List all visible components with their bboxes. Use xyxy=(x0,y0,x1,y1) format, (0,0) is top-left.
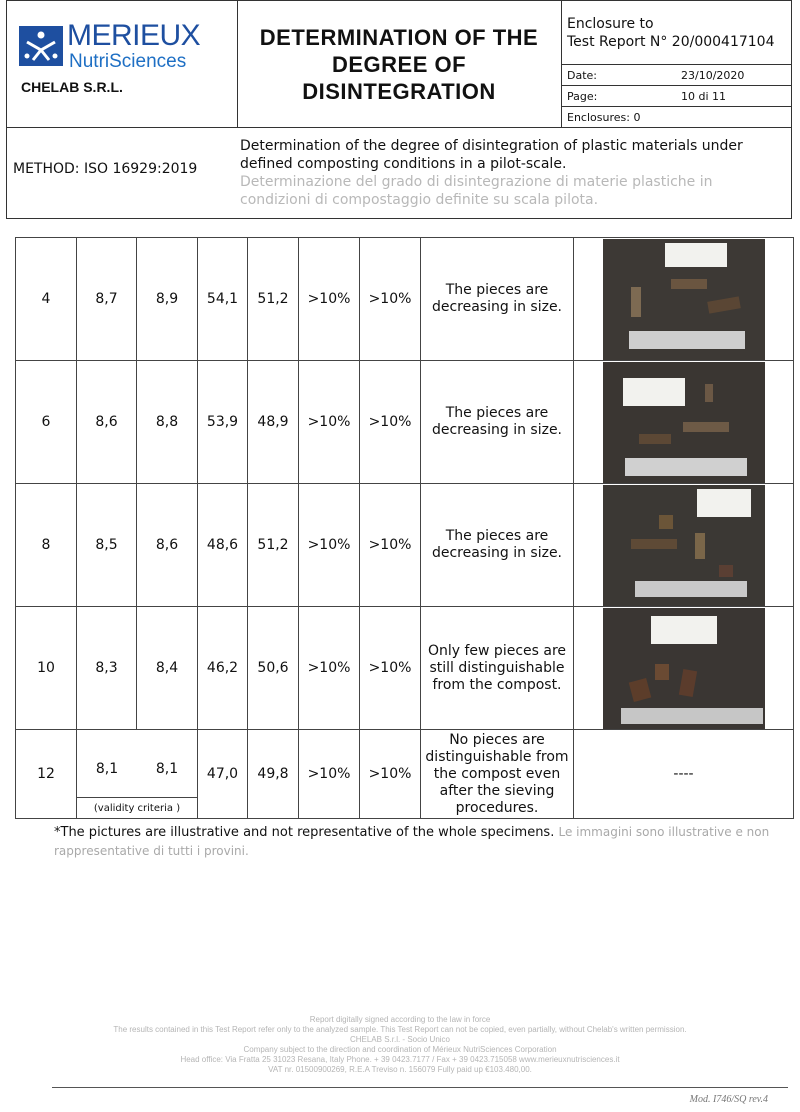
logo-subtitle: NutriSciences xyxy=(69,51,187,72)
value-cell: >10% xyxy=(360,730,421,819)
specimen-photo xyxy=(603,239,765,360)
week-cell: 6 xyxy=(16,361,77,484)
week-cell: 8 xyxy=(16,484,77,607)
value-cell: 51,2 xyxy=(248,484,299,607)
value-cell: 8,6 xyxy=(77,361,137,484)
observation-cell: The pieces are decreasing in size. xyxy=(421,238,574,361)
photo-cell xyxy=(574,361,794,484)
specimen-photo xyxy=(603,485,765,606)
value-cell: 8,5 xyxy=(77,484,137,607)
table-row xyxy=(16,238,794,361)
table-row xyxy=(16,607,794,730)
photo-cell xyxy=(574,607,794,730)
observation-cell: The pieces are decreasing in size. xyxy=(421,484,574,607)
week-cell: 10 xyxy=(16,607,77,730)
document-title-box xyxy=(237,1,562,127)
footnote-italian: Le immagini sono illustrative e non rappresentative di tutti i provini. xyxy=(54,825,770,858)
enclosure-reference xyxy=(567,15,775,51)
results-table xyxy=(15,237,794,819)
footer-line: CHELAB S.r.l. - Socio Unico xyxy=(349,1035,451,1044)
value-cell: 8,3 xyxy=(77,607,137,730)
method-description: Determination of the degree of disintegration of plastic materials under defined composting conditions in a pilot-scale. xyxy=(240,138,743,172)
observation-cell: Only few pieces are still distinguishable from the compost. xyxy=(421,607,574,730)
value-cell: >10% xyxy=(360,607,421,730)
value-cell: 8,1 xyxy=(155,760,179,777)
value-cell: 8,9 xyxy=(137,238,198,361)
value-cell: 8,7 xyxy=(77,238,137,361)
week-cell: 4 xyxy=(16,238,77,361)
value-cell: >10% xyxy=(299,484,360,607)
criteria-group-cell xyxy=(77,730,198,819)
legal-footer xyxy=(40,1015,760,1075)
footer-line: Report digitally signed according to the law in force xyxy=(309,1015,491,1024)
method-box xyxy=(6,127,792,219)
value-cell: 46,2 xyxy=(198,607,248,730)
footer-line: Company subject to the direction and coordination of Mérieux NutriSciences Corporation xyxy=(243,1045,557,1054)
table-row xyxy=(16,361,794,484)
report-info xyxy=(561,1,791,127)
company-logo xyxy=(7,1,238,127)
date-row xyxy=(561,64,791,86)
photo-cell xyxy=(574,238,794,361)
footer-line: VAT nr. 01500900269, R.E.A Treviso n. 156079 Fully paid up €103.480,00. xyxy=(268,1065,532,1074)
value-cell: 48,6 xyxy=(198,484,248,607)
footer-divider xyxy=(52,1087,788,1088)
footer-line: Head office: Via Fratta 25 31023 Resana, Italy Phone. + 39 0423.7177 / Fax + 39 0423.715058 www.merieuxnutrisciences.it xyxy=(180,1055,620,1064)
value-cell: >10% xyxy=(360,238,421,361)
photo-cell xyxy=(574,484,794,607)
value-cell: 48,9 xyxy=(248,361,299,484)
value-cell: >10% xyxy=(299,361,360,484)
value-cell: >10% xyxy=(360,361,421,484)
validity-criteria-label: (validity criteria ) xyxy=(77,797,197,814)
week-cell: 12 xyxy=(16,730,77,819)
value-cell: >10% xyxy=(299,730,360,819)
method-label: METHOD: ISO 16929:2019 xyxy=(13,161,198,177)
value-cell: 47,0 xyxy=(198,730,248,819)
enclosures-row xyxy=(561,106,791,128)
value-cell: 8,6 xyxy=(137,484,198,607)
value-cell: 8,8 xyxy=(137,361,198,484)
value-cell: >10% xyxy=(299,238,360,361)
company-name: CHELAB S.R.L. xyxy=(21,79,123,95)
value-cell: 49,8 xyxy=(248,730,299,819)
page-value: 10 di 11 xyxy=(681,90,727,103)
report-header xyxy=(6,0,792,128)
specimen-photo xyxy=(603,608,765,729)
value-cell: >10% xyxy=(299,607,360,730)
value-cell: 51,2 xyxy=(248,238,299,361)
merieux-logo-icon xyxy=(19,26,63,66)
logo-name: MERIEUX xyxy=(67,19,201,52)
method-description-italian: Determinazione del grado di disintegrazione di materie plastiche in condizioni di compostaggio definite su scala pilota. xyxy=(240,174,713,208)
table-row xyxy=(16,484,794,607)
enclosure-line-1: Enclosure to xyxy=(567,16,654,32)
specimen-photo xyxy=(603,362,765,483)
page-label: Page: xyxy=(567,90,598,103)
form-reference: Mod. I746/SQ rev.4 xyxy=(689,1094,768,1105)
value-cell: 54,1 xyxy=(198,238,248,361)
date-label: Date: xyxy=(567,69,597,82)
no-photo-cell: ---- xyxy=(574,730,794,819)
observation-cell: The pieces are decreasing in size. xyxy=(421,361,574,484)
table-row xyxy=(16,730,794,819)
enclosure-line-2: Test Report N° 20/000417104 xyxy=(567,34,775,50)
enclosures-count: Enclosures: 0 xyxy=(567,111,641,124)
value-cell: 8,4 xyxy=(137,607,198,730)
footer-line: The results contained in this Test Report refer only to the analyzed sample. This Test Report can not be copied, even partially, without Chelab's written permission. xyxy=(113,1025,687,1034)
document-title: DETERMINATION OF THE DEGREE OF DISINTEGRATION xyxy=(259,24,539,104)
footnote xyxy=(54,823,784,861)
page-row xyxy=(561,85,791,107)
observation-cell: No pieces are distinguishable from the compost even after the sieving procedures. xyxy=(421,730,574,819)
date-value: 23/10/2020 xyxy=(681,69,745,82)
value-cell: 8,1 xyxy=(95,760,119,777)
footnote-english: *The pictures are illustrative and not representative of the whole specimens. xyxy=(54,825,555,840)
value-cell: 50,6 xyxy=(248,607,299,730)
value-cell: 53,9 xyxy=(198,361,248,484)
value-cell: >10% xyxy=(360,484,421,607)
